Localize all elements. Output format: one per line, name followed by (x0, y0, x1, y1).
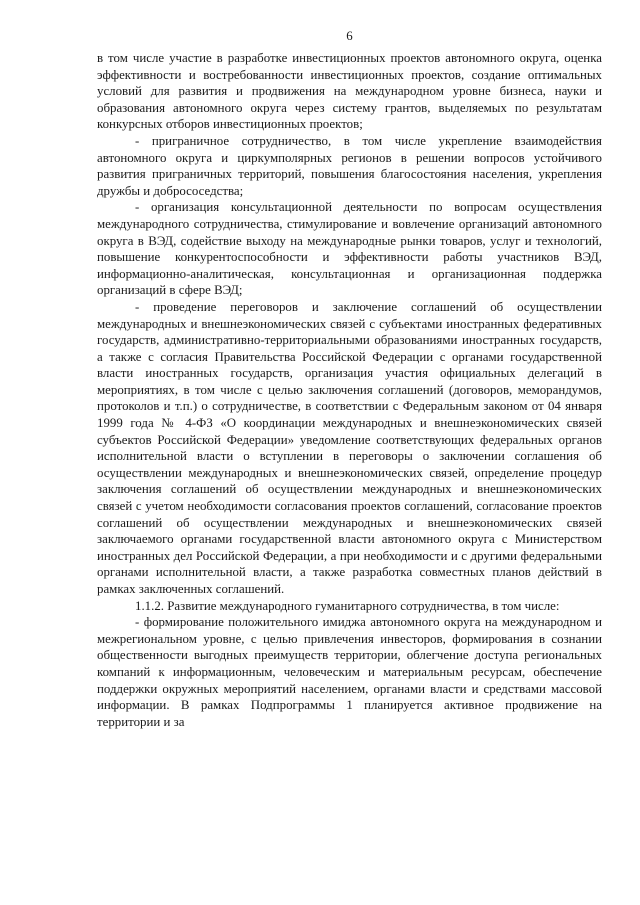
page-number: 6 (346, 29, 353, 43)
paragraph-investment-projects: в том числе участие в разработке инвестиционных проектов автономного округа, оценка эффективности и востребованности инвестиционных проектов, создание оптимальных условий для развития и продвижения на международном уровне бизнеса, науки и образования автономного округа через систему грантов, выделяемых по результатам конкурсных отборов инвестиционных проектов; (97, 51, 602, 132)
paragraph-positive-image: - формирование положительного имиджа автономного округа на международном и межрегиональном уровне, с целью привлечения инвесторов, формирования в сознании общественности выгодных преимуществ территории, облегчение доступа региональных компаний к информационным, человеческим и материальным ресурсам, обеспечение поддержки окружных мероприятий населением, органами власти и средствами массовой информации. В рамках Подпрограммы 1 планируется активное продвижение на территории и за (97, 615, 602, 729)
paragraph-section-1-1-2: 1.1.2. Развитие международного гуманитарного сотрудничества, в том числе: (135, 598, 560, 613)
paragraph-border-cooperation: - приграничное сотрудничество, в том числе укрепление взаимодействия автономного округа и циркумполярных регионов в решении вопросов устойчивого развития приграничных территорий, повышения благосостояния населения, укрепления дружбы и добрососедства; (97, 133, 602, 198)
paragraph-consulting-activity: - организация консультационной деятельности по вопросам осуществления международного сотрудничества, стимулирование и вовлечение организаций автономного округа в ВЭД, содействие выходу на международные рынки товаров, услуг и технологий, повышение конкурентоспособности и эффективности работы участников ВЭД, информационно-аналитическая, консультационная и организационная поддержка организаций в сфере ВЭД; (97, 200, 602, 298)
document-page (97, 28, 602, 730)
paragraph-negotiations-agreements: - проведение переговоров и заключение соглашений об осуществлении международных и внешнеэкономических связей с субъектами иностранных федеративных государств, административно-территориальными образованиями иностранных государств, а также с согласия Правительства Российской Федерации с органами государственной власти иностранных государств, организация участия официальных делегаций в мероприятиях, в том числе с целью заключения соглашений (договоров, меморандумов, протоколов и т.п.) о сотрудничестве, в соответствии с Федеральным законом от 04 января 1999 года № 4-ФЗ «О координации международных и внешнеэкономических связей субъектов Российской Федерации» уведомление соответствующих федеральных органов исполнительной власти о вступлении в переговоры о заключении соглашения об осуществлении международных и внешнеэкономических связей, определение процедур заключения соглашений об осуществлении международных и внешнеэкономических связей с учетом необходимости согласования проектов соглашений, согласование проектов соглашений об осуществлении международных и внешнеэкономических связей заключаемого органами государственной власти автономного округа с Министерством иностранных дел Российской Федерации, а при необходимости и с другими федеральными органами исполнительной власти, а также разработка совместных планов действий в рамках заключенных соглашений. (97, 299, 602, 596)
